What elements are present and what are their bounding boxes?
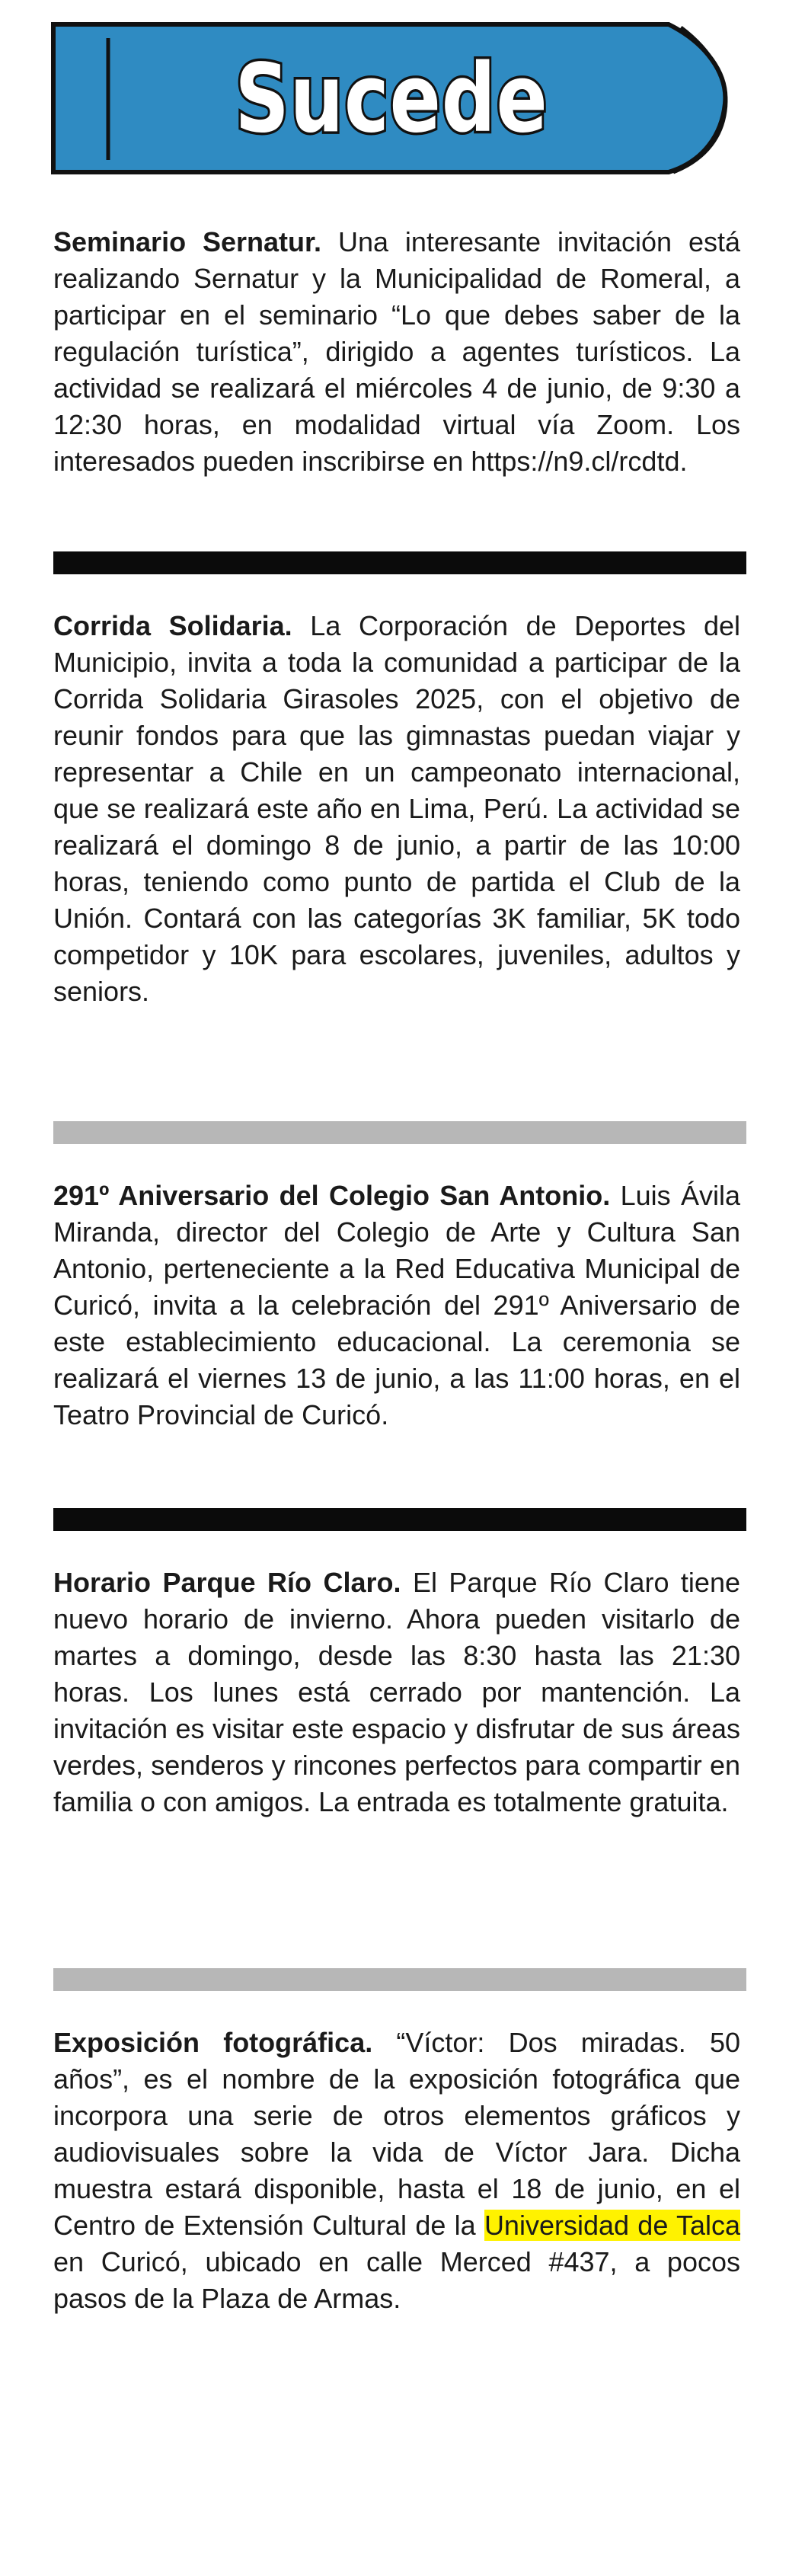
article-exposicion (53, 2025, 740, 2317)
article-body: Luis Ávila Miranda, director del Colegio de Arte y Cultura San Antonio, perteneciente a la Red Educativa Municipal de Curicó, invita a la celebración del 291º Aniversario de este establecimiento educacional. La ceremonia se realizará el viernes 13 de junio, a las 11:00 horas, en el Teatro Provincial de Curicó. (53, 1180, 740, 1430)
article-headline: 291º Aniversario del Colegio San Antonio. (53, 1180, 611, 1211)
article-headline: Exposición fotográfica. (53, 2027, 373, 2058)
separator-gray (53, 1968, 746, 1991)
article-parque (53, 1564, 740, 1820)
separator-gray (53, 1121, 746, 1144)
highlighted-text: Universidad de Talca (484, 2210, 740, 2241)
article-headline: Seminario Sernatur. (53, 226, 322, 257)
article-corrida (53, 608, 740, 1010)
separator-dark (53, 1508, 746, 1531)
article-headline: Corrida Solidaria. (53, 610, 292, 641)
article-headline: Horario Parque Río Claro. (53, 1567, 401, 1598)
article-body: Una interesante invitación está realizando Sernatur y la Municipalidad de Romeral, a participar en el seminario “Lo que debes saber de la regulación turística”, dirigido a agentes turísticos. La actividad se realizará el miércoles 4 de junio, de 9:30 a 12:30 horas, en modalidad virtual vía Zoom. Los interesados pueden inscribirse en https://n9.cl/rcdtd. (53, 226, 740, 477)
article-seminario (53, 224, 740, 480)
article-aniversario (53, 1178, 740, 1433)
section-title: Sucede (235, 44, 548, 154)
article-body: La Corporación de Deportes del Municipio, invita a toda la comunidad a participar de la Corrida Solidaria Girasoles 2025, con el objetivo de reunir fondos para que las gimnastas puedan viajar y representar a Chile en un campeonato internacional, que se realizará este año en Lima, Perú. La actividad se realizará el domingo 8 de junio, a partir de las 10:00 horas, teniendo como punto de partida el Club de la Unión. Contará con las categorías 3K familiar, 5K todo competidor y 10K para escolares, juveniles, adultos y seniors. (53, 610, 741, 1007)
article-body: El Parque Río Claro tiene nuevo horario de invierno. Ahora pueden visitarlo de martes a domingo, desde las 8:30 hasta las 21:30 horas. Los lunes está cerrado por mantención. La invitación es visitar este espacio y disfrutar de sus áreas verdes, senderos y rincones perfectos para compartir en familia o con amigos. La entrada es totalmente gratuita. (53, 1567, 740, 1817)
article-body-start: “Víctor: Dos miradas. 50 años”, es el nombre de la exposición fotográfica que incorpora una serie de otros elementos gráficos y audiovisuales sobre la vida de Víctor Jara. Dicha muestra estará disponible, hasta el 18 de junio, en el Centro de Extensión Cultural de la (53, 2027, 740, 2241)
article-body-end: en Curicó, ubicado en calle Merced #437, a pocos pasos de la Plaza de Armas. (53, 2246, 740, 2314)
separator-dark (53, 551, 746, 574)
section-banner (49, 20, 734, 178)
